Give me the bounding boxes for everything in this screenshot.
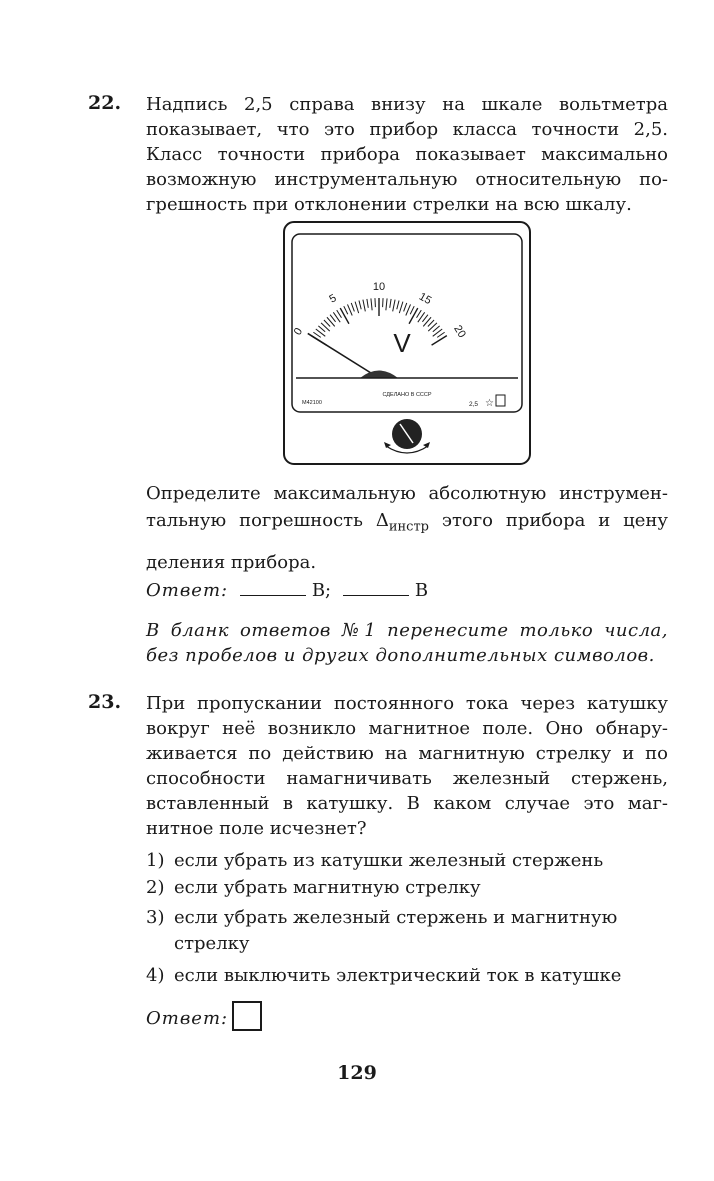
option-text: если выключить электрический ток в катушке <box>174 965 622 986</box>
text-line: Определите максимальную абсолютную инструмен- <box>146 483 668 504</box>
made-in-label: СДЕЛАНО В СССР <box>382 392 432 398</box>
unit-symbol: V <box>393 328 411 358</box>
option-1 <box>146 848 668 874</box>
answer-unit-2: В <box>414 580 429 601</box>
text-fragment: тальную погрешность <box>146 510 363 531</box>
answer-blank-1[interactable] <box>240 581 306 596</box>
question-number-22: 22. <box>88 92 122 114</box>
answer-23 <box>146 1008 228 1029</box>
note-line: без пробелов и других дополнительных символов. <box>146 645 655 666</box>
text-line: живается по действию на магнитную стрелку и по <box>146 743 668 764</box>
answer-blank-2[interactable] <box>343 581 409 596</box>
question-23-text <box>146 691 668 841</box>
voltmeter-figure <box>282 220 532 466</box>
text-line: При пропускании постоянного тока через катушку <box>146 693 668 714</box>
option-text: если убрать из катушки железный стержень <box>174 850 604 871</box>
answer-box[interactable] <box>232 1001 262 1031</box>
page-number: 129 <box>337 1062 377 1084</box>
text-line: показывает, что это прибор класса точности 2,5. <box>146 119 668 140</box>
text-line: возможную инструментальную относительную по- <box>146 169 668 190</box>
voltmeter-svg <box>282 220 532 466</box>
text-line: деления прибора. <box>146 551 317 573</box>
accuracy-class-label: 2,5 <box>469 401 479 408</box>
delta-symbol: Δ <box>375 510 389 531</box>
question-22-prompt <box>146 481 668 575</box>
text-line: вокруг неё возникло магнитное поле. Оно обнару- <box>146 718 668 739</box>
note-line: В бланк ответов №1 перенесите только числа, <box>146 620 668 641</box>
answer-note <box>146 618 668 668</box>
option-text: если убрать магнитную стрелку <box>174 877 481 898</box>
text-line-with-symbol <box>146 508 668 540</box>
option-number: 1) <box>146 850 165 871</box>
option-number: 3) <box>146 907 165 928</box>
question-number-23: 23. <box>88 691 122 713</box>
scale-label-10: 10 <box>372 281 386 293</box>
scale-label-15: 15 <box>416 290 434 308</box>
option-2 <box>146 875 668 901</box>
text-line: способности намагничивать железный стержень, <box>146 768 668 789</box>
text-line: нитное поле исчезнет? <box>146 818 367 839</box>
option-3 <box>146 905 668 931</box>
answer-unit-1: В; <box>311 580 332 601</box>
answer-label: Ответ: <box>146 580 229 601</box>
scale-label-20: 20 <box>451 323 468 341</box>
answer-22 <box>146 580 428 601</box>
option-number: 2) <box>146 877 165 898</box>
option-text: если убрать железный стержень и магнитную <box>174 907 618 928</box>
option-4 <box>146 963 668 989</box>
text-fragment: этого прибора и цену <box>441 510 668 531</box>
option-text: стрелку <box>174 933 250 954</box>
star-icon: ☆ <box>485 398 494 409</box>
option-number: 4) <box>146 965 165 986</box>
scale-label-5: 5 <box>327 292 339 306</box>
question-22-text <box>146 92 668 217</box>
option-3-continuation <box>146 931 668 957</box>
scale-label-0: 0 <box>291 325 306 338</box>
delta-subscript: инстр <box>388 519 429 535</box>
model-label: М42100 <box>302 400 322 406</box>
text-line: грешность при отклонении стрелки на всю шкалу. <box>146 194 632 215</box>
text-line: вставленный в катушку. В каком случае это маг- <box>146 793 668 814</box>
answer-label: Ответ: <box>146 1008 229 1029</box>
text-line: Класс точности прибора показывает максимально <box>146 144 668 165</box>
text-line: Надпись 2,5 справа внизу на шкале вольтметра <box>146 94 668 115</box>
